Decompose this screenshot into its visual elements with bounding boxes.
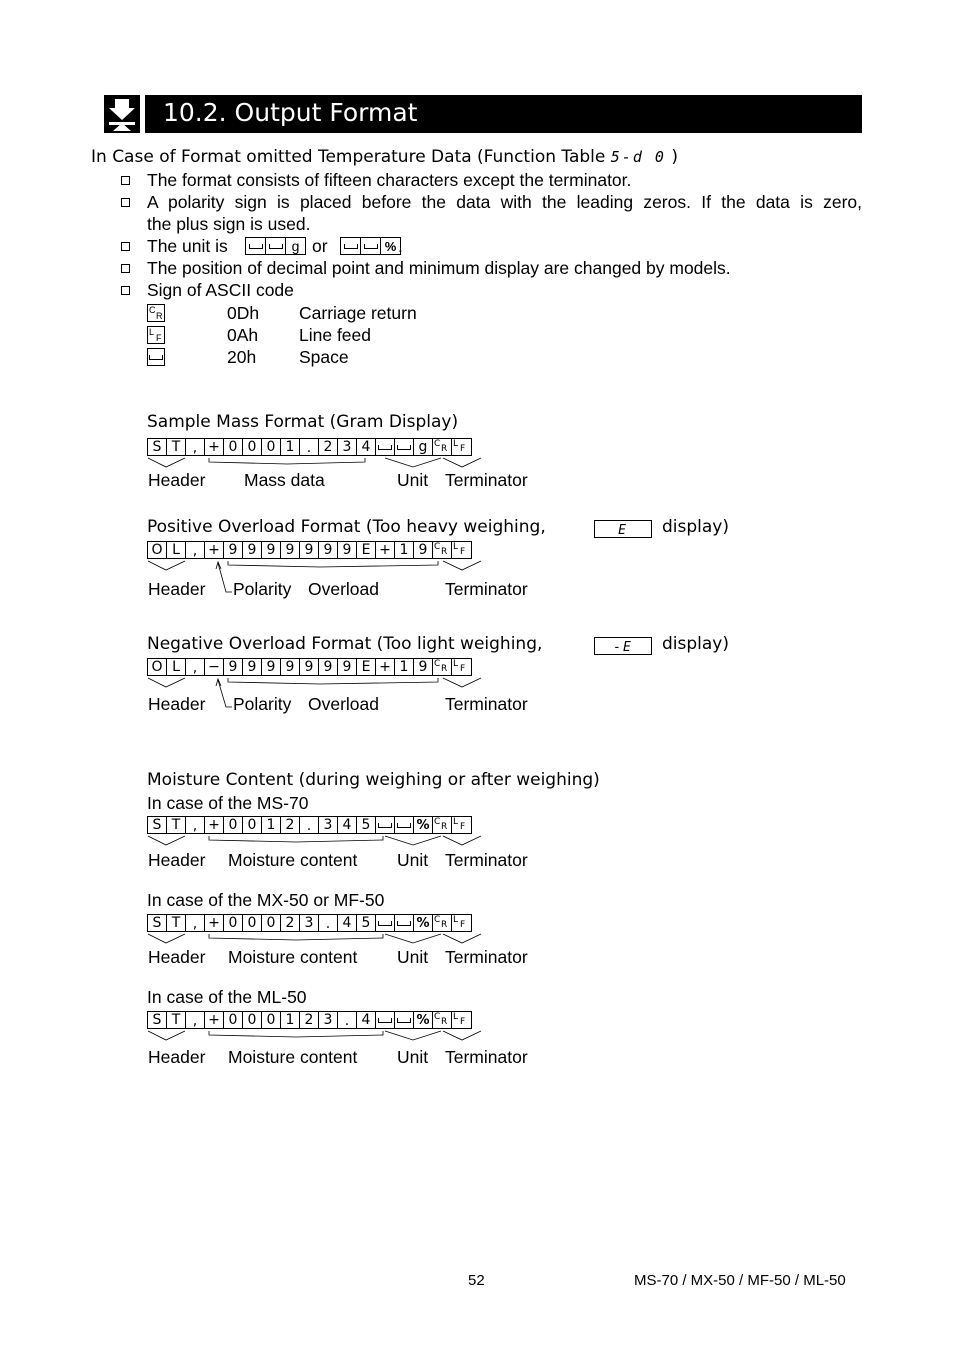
format-char: +: [205, 817, 224, 833]
subheading-text: In Case of Format omitted Temperature Data (Function Table: [91, 147, 611, 167]
label-unit: Unit: [397, 1047, 429, 1067]
format-char: .: [300, 817, 319, 833]
format-char: T: [167, 817, 186, 833]
label-unit: Unit: [397, 470, 429, 490]
label-terminator: Terminator: [445, 694, 528, 714]
negative-title-suffix: display): [662, 634, 729, 654]
ascii-code: 0Ah: [227, 325, 259, 345]
format-char: 9: [319, 542, 338, 558]
format-char: 0: [243, 817, 262, 833]
format-char: .: [300, 439, 319, 455]
line-feed-icon: L F: [453, 659, 466, 674]
line-feed-icon: L F: [453, 915, 466, 930]
format-char: S: [148, 439, 167, 455]
format-char: ,: [186, 915, 205, 931]
format-char: 3: [338, 439, 357, 455]
format-char: E: [357, 659, 376, 675]
positive-title-suffix: display): [662, 517, 729, 537]
format-char: ,: [186, 1012, 205, 1028]
bullet-text: The unit is: [147, 236, 228, 256]
format-char: 1: [281, 439, 300, 455]
format-char: +: [205, 1012, 224, 1028]
label-polarity: Polarity: [233, 694, 292, 714]
format-char: ,: [186, 659, 205, 675]
format-char: 4: [357, 1012, 376, 1028]
bullet-text: A polarity sign is placed before the data with the leading zeros. If the data is zero,: [147, 192, 862, 212]
bullet-text: Sign of ASCII code: [147, 280, 294, 300]
label-polarity: Polarity: [233, 579, 292, 599]
ascii-meaning: Line feed: [299, 325, 372, 345]
overload-display-code: E: [618, 523, 628, 538]
format-char: 9: [338, 659, 357, 675]
section-title: 10.2. Output Format: [163, 98, 418, 127]
format-char: .: [338, 1012, 357, 1028]
format-char: 1: [262, 817, 281, 833]
carriage-return-icon: C R: [433, 915, 452, 931]
format-char: 0: [224, 817, 243, 833]
page-number: 52: [468, 1272, 485, 1289]
label-header: Header: [148, 694, 206, 714]
format-char: 9: [300, 659, 319, 675]
format-char: +: [376, 542, 395, 558]
format-char: 9: [243, 659, 262, 675]
label-terminator: Terminator: [445, 850, 528, 870]
moisture-title: Moisture Content (during weighing or after weighing): [147, 770, 600, 790]
ascii-code: 20h: [227, 347, 257, 367]
format-char: 9: [414, 659, 433, 675]
line-feed-icon: L F: [147, 326, 165, 344]
format-char: +: [205, 542, 224, 558]
format-char: +: [205, 439, 224, 455]
format-char: 2: [319, 439, 338, 455]
unit-g: g: [291, 238, 300, 254]
format-char: O: [148, 542, 167, 558]
label-terminator: Terminator: [445, 947, 528, 967]
format-char: T: [167, 915, 186, 931]
format-char: E: [357, 542, 376, 558]
format-char: 0: [224, 439, 243, 455]
format-char: 0: [243, 915, 262, 931]
format-char: T: [167, 439, 186, 455]
format-char: 0: [262, 915, 281, 931]
label-mass-data: Mass data: [244, 470, 325, 490]
unit-percent: %: [384, 238, 397, 254]
format-char: %: [414, 817, 433, 833]
sample-format-title: Sample Mass Format (Gram Display): [147, 412, 459, 432]
case-caption: In case of the MS-70: [147, 793, 309, 813]
carriage-return-icon: C R: [433, 542, 452, 558]
carriage-return-icon: C R: [433, 817, 452, 833]
case-caption: In case of the MX-50 or MF-50: [147, 890, 385, 910]
format-char: 5: [357, 817, 376, 833]
label-moisture-content: Moisture content: [228, 850, 358, 870]
format-char: 4: [338, 817, 357, 833]
format-char: 9: [414, 542, 433, 558]
carriage-return-icon: C R: [147, 304, 165, 322]
format-char: 1: [281, 1012, 300, 1028]
label-header: Header: [148, 470, 206, 490]
format-char: 3: [319, 1012, 338, 1028]
label-terminator: Terminator: [445, 470, 528, 490]
label-header: Header: [148, 850, 206, 870]
format-char: 2: [300, 1012, 319, 1028]
format-char: 0: [243, 1012, 262, 1028]
format-char: +: [376, 659, 395, 675]
case-caption: In case of the ML-50: [147, 987, 307, 1007]
format-char: 9: [243, 542, 262, 558]
format-char: +: [205, 915, 224, 931]
format-char: 9: [281, 659, 300, 675]
negative-title-text: Negative Overload Format (Too light weighing,: [147, 634, 543, 654]
format-char: S: [148, 1012, 167, 1028]
format-char: .: [319, 915, 338, 931]
format-char: 5: [357, 915, 376, 931]
format-char: 2: [281, 915, 300, 931]
bullet-text: The position of decimal point and minimum display are changed by models.: [147, 258, 731, 278]
subheading-close: ): [665, 147, 678, 167]
format-char: 9: [262, 659, 281, 675]
footer-models: MS-70 / MX-50 / MF-50 / ML-50: [634, 1272, 846, 1289]
underload-display-code: -E: [613, 640, 633, 655]
line-feed-icon: L F: [453, 817, 466, 832]
format-char: 0: [224, 915, 243, 931]
format-char: 3: [319, 817, 338, 833]
format-char: g: [414, 439, 433, 455]
format-char: ,: [186, 439, 205, 455]
period: .: [398, 236, 403, 256]
label-header: Header: [148, 947, 206, 967]
label-terminator: Terminator: [445, 579, 528, 599]
format-char: O: [148, 659, 167, 675]
format-char: 3: [300, 915, 319, 931]
or-text: or: [312, 236, 328, 256]
format-char: 9: [281, 542, 300, 558]
format-char: 4: [357, 439, 376, 455]
label-moisture-content: Moisture content: [228, 947, 358, 967]
format-char: L: [167, 659, 186, 675]
line-feed-icon: L F: [453, 439, 466, 454]
format-char: 9: [319, 659, 338, 675]
format-char: %: [414, 915, 433, 931]
bullet-text: The format consists of fifteen characters except the terminator.: [147, 170, 632, 190]
format-char: 0: [243, 439, 262, 455]
format-char: 2: [281, 817, 300, 833]
format-char: 4: [338, 915, 357, 931]
line-feed-icon: L F: [453, 542, 466, 557]
format-char: −: [205, 659, 224, 675]
bullet-text-continued: the plus sign is used.: [147, 214, 311, 234]
ascii-meaning: Carriage return: [299, 303, 417, 323]
label-moisture-content: Moisture content: [228, 1047, 358, 1067]
format-char: 0: [262, 1012, 281, 1028]
format-char: %: [414, 1012, 433, 1028]
format-char: 1: [395, 542, 414, 558]
positive-title-text: Positive Overload Format (Too heavy weighing,: [147, 517, 546, 537]
ascii-code: 0Dh: [227, 303, 260, 323]
format-char: L: [167, 542, 186, 558]
function-code: 5-d 0: [610, 148, 666, 166]
format-char: 9: [224, 542, 243, 558]
label-terminator: Terminator: [445, 1047, 528, 1067]
format-char: 9: [338, 542, 357, 558]
carriage-return-icon: C R: [433, 439, 452, 455]
format-char: ,: [186, 542, 205, 558]
label-unit: Unit: [397, 850, 429, 870]
format-char: 1: [395, 659, 414, 675]
format-char: 9: [262, 542, 281, 558]
line-feed-icon: L F: [453, 1012, 466, 1027]
label-unit: Unit: [397, 947, 429, 967]
format-char: 9: [300, 542, 319, 558]
carriage-return-icon: C R: [433, 1012, 452, 1028]
format-char: 0: [224, 1012, 243, 1028]
carriage-return-icon: C R: [433, 659, 452, 675]
format-char: S: [148, 915, 167, 931]
format-char: S: [148, 817, 167, 833]
label-overload: Overload: [308, 694, 380, 714]
ascii-meaning: Space: [299, 347, 349, 367]
label-header: Header: [148, 1047, 206, 1067]
label-header: Header: [148, 579, 206, 599]
format-char: 0: [262, 439, 281, 455]
format-char: T: [167, 1012, 186, 1028]
label-overload: Overload: [308, 579, 380, 599]
format-char: 9: [224, 659, 243, 675]
format-char: ,: [186, 817, 205, 833]
